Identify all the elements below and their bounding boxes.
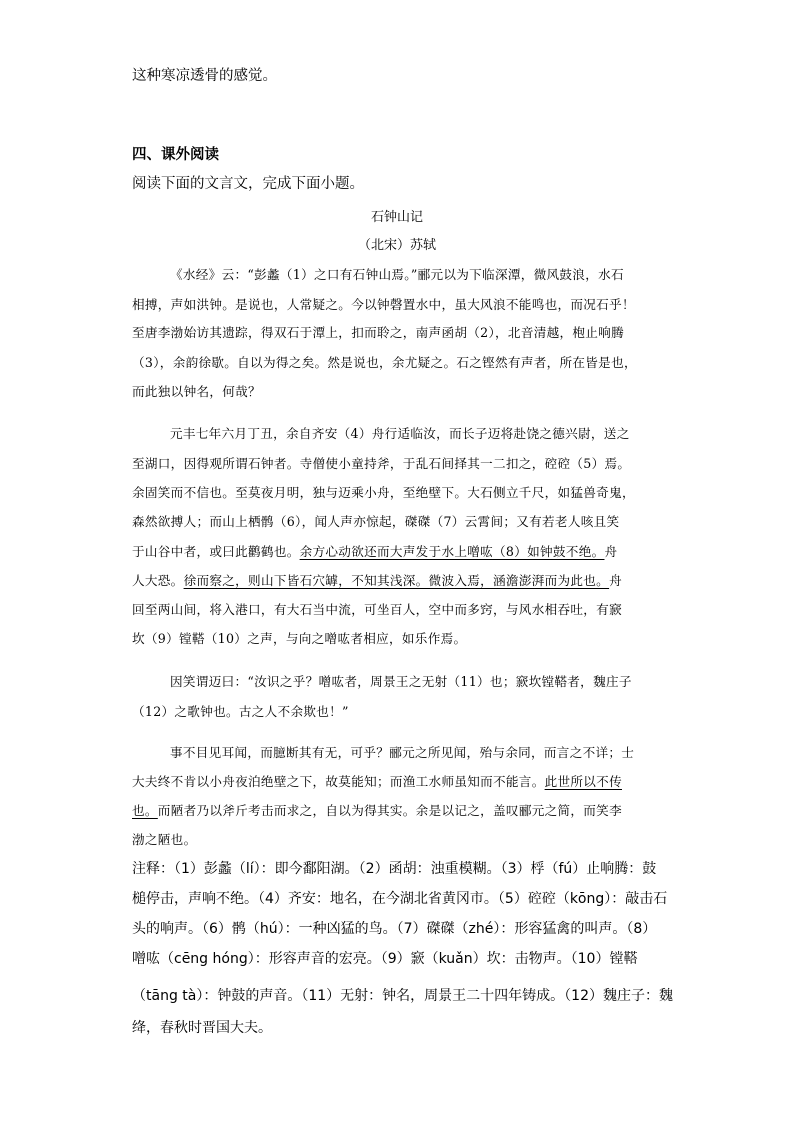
annotation-line: 槌停击，声响不绝。（4）齐安：地名，在今湖北省黄冈市。（5）硿硿（kōng）：敲击石 [132, 891, 668, 907]
essay-line: 元丰七年六月丁丑，余自齐安（4）舟行适临汝，而长子迈将赴饶之德兴尉，送之 [170, 426, 630, 441]
essay-text: 于山谷中者，或曰此鹳鹤也。 [132, 544, 300, 559]
instruction: 阅读下面的文言文，完成下面小题。 [132, 176, 364, 192]
essay-title: 石钟山记 [370, 210, 423, 225]
underlined-sentence: 也。 [132, 803, 158, 818]
essay-text: 人大恐。 [132, 573, 184, 588]
essay-line [132, 570, 662, 589]
underlined-sentence: 此世所以不传 [544, 774, 622, 789]
essay-text: 大夫终不肯以小舟夜泊绝壁之下，故莫能知；而渔工水师虽知而不能言。 [132, 774, 545, 789]
essay-line: 相搏，声如洪钟。是说也，人常疑之。今以钟磬置水中，虽大风浪不能鸣也，而况石乎！ [132, 297, 635, 312]
essay-line: 坎（9）镗鞳（10）之声，与向之噌吰者相应，如乐作焉。 [132, 631, 467, 646]
essay-text: 而陋者乃以斧斤考击而求之，自以为得其实。余是以记之，盖叹郦元之简，而笑李 [157, 803, 622, 818]
essay-line: 《水经》云：“彭蠡（1）之口有石钟山焉。”郦元以为下临深潭，微风鼓浪，水石 [170, 267, 624, 282]
essay-text: 舟 [604, 544, 618, 559]
essay-line: 因笑谓迈曰：“汝识之乎？噌吰者，周景王之无射（11）也；窾坎镗鞳者，魏庄子 [170, 674, 632, 689]
annotation-line: 绛，春秋时晋国大夫。 [132, 1020, 272, 1036]
essay-author: （北宋）苏轼 [357, 238, 436, 253]
annotation-line: 头的响声。（6）鹘（hú）：一种凶猛的鸟。（7）磔磔（zhé）：形容猛禽的叫声。（8） [132, 921, 657, 937]
essay-line [132, 800, 662, 819]
essay-line: 余固笑而不信也。至莫夜月明，独与迈乘小舟，至绝壁下。大石侧立千尺，如猛兽奇鬼， [132, 485, 635, 500]
essay-line: 回至两山间，将入港口，有大石当中流，可坐百人，空中而多窍，与风水相吞吐，有窾 [132, 602, 622, 617]
essay-line [132, 771, 662, 790]
annotation-line: 噌吰（cēng hóng）：形容声音的宏亮。（9）窾（kuǎn）坎：击物声。（10）镗鞳 [132, 951, 638, 967]
essay-line: 至湖口，因得观所谓石钟者。寺僧使小童持斧，于乱石间择其一二扣之，硿硿（5）焉。 [132, 456, 631, 471]
essay-line: 而此独以钟名，何哉？ [132, 384, 261, 399]
essay-line [132, 541, 662, 560]
top-line: 这种寒凉透骨的感觉。 [132, 68, 277, 84]
essay-line: 渤之陋也。 [132, 832, 197, 847]
annotation-line: 注释：（1）彭蠡（lí）：即今鄱阳湖。（2）函胡：浊重模糊。（3）桴（fú）止响腾：鼓 [132, 861, 657, 877]
essay-line: 事不目见耳闻，而臆断其有无，可乎？郦元之所见闻，殆与余同，而言之不详；士 [170, 745, 635, 760]
underlined-sentence: 余方心动欲还而大声发于水上噌吰（8）如钟鼓不绝。 [299, 544, 605, 559]
essay-line: 至唐李渤始访其遗踪，得双石于潭上，扣而聆之，南声函胡（2），北音清越，枹止响腾 [132, 325, 624, 340]
underlined-sentence: 徐而察之，则山下皆石穴罅，不知其浅深。微波入焉，涵澹澎湃而为此也。 [183, 573, 610, 588]
essay-line: （3），余韵徐歇。自以为得之矣。然是说也，余尤疑之。石之铿然有声者，所在皆是也， [132, 355, 637, 370]
annotation-line: （tāng tà）：钟鼓的声音。（11）无射：钟名，周景王二十四年铸成。（12）魏庄子：魏 [132, 988, 673, 1004]
essay-line: （12）之歌钟也。古之人不余欺也！” [132, 704, 349, 719]
essay-text: 舟 [609, 573, 622, 588]
essay-line: 森然欲搏人；而山上栖鹘（6），闻人声亦惊起，磔磔（7）云霄间；又有若老人咳且笑 [132, 514, 620, 529]
section-heading: 四、课外阅读 [132, 147, 219, 163]
